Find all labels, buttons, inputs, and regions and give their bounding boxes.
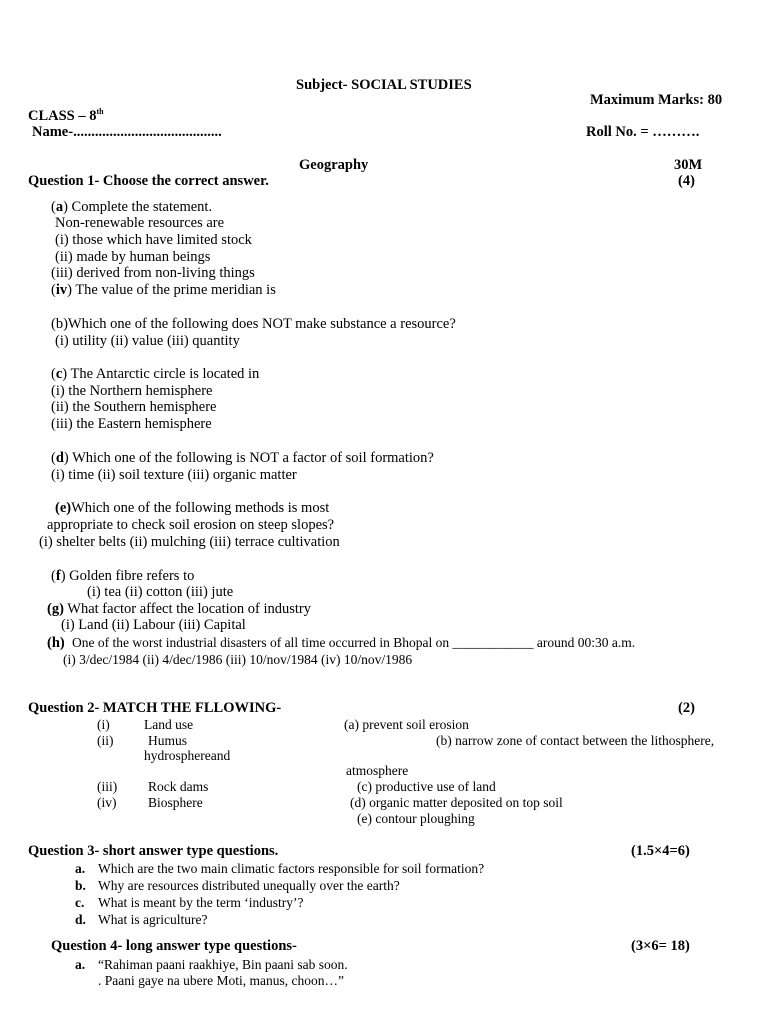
- q4-quote-line: “Rahiman paani raakhiye, Bin paani sab soon.: [98, 957, 348, 972]
- q2-row-match: (d) organic matter deposited on top soil: [350, 795, 563, 810]
- q2-row-match: (b) narrow zone of contact between the lithosphere,: [436, 733, 715, 748]
- q1-e-question: (e)Which one of the following methods is most: [55, 500, 330, 516]
- q1-g-question: (g) What factor affect the location of industry: [47, 601, 312, 617]
- q1-b-options: (i) utility (ii) value (iii) quantity: [55, 333, 240, 349]
- q3-heading: Question 3- short answer type questions.: [28, 843, 279, 859]
- q1-a-stem: Non-renewable resources are: [55, 215, 225, 231]
- q2-extra-option: (e) contour ploughing: [357, 811, 475, 826]
- q1-iv-line: (iv) The value of the prime meridian is: [51, 282, 276, 298]
- q1-a-option: (i) those which have limited stock: [55, 232, 252, 248]
- q1-f-question: (f) Golden fibre refers to: [51, 568, 195, 584]
- q1-h-options: (i) 3/dec/1984 (ii) 4/dec/1986 (iii) 10/nov/1984 (iv) 10/nov/1986: [63, 652, 413, 667]
- q1-a-line: (a) Complete the statement.: [51, 199, 213, 215]
- q1-c-option: (iii) the Eastern hemisphere: [51, 416, 212, 432]
- q1-a-option: (ii) made by human beings: [55, 249, 211, 265]
- q3-item-marker: c.: [75, 895, 85, 910]
- name-field: Name-.........................................: [32, 124, 222, 140]
- q2-wrap-text: hydrosphereand: [144, 748, 231, 763]
- q2-row-num: (i): [97, 717, 110, 732]
- q1-e-question-cont: appropriate to check soil erosion on steep slopes?: [47, 517, 335, 533]
- q1-f-options: (i) tea (ii) cotton (iii) jute: [87, 584, 234, 600]
- q2-row-term: Humus: [148, 733, 188, 748]
- q2-wrap-text: atmosphere: [346, 763, 409, 778]
- class-label: CLASS – 8th: [28, 107, 104, 124]
- q3-item-marker: d.: [75, 912, 86, 927]
- q3-marks: (1.5×4=6): [631, 843, 690, 859]
- q3-item: Why are resources distributed unequally over the earth?: [98, 878, 400, 893]
- q2-heading: Question 2- MATCH THE FLLOWING-: [28, 700, 282, 716]
- q3-item-marker: a.: [75, 861, 86, 876]
- maximum-marks: Maximum Marks: 80: [590, 92, 723, 108]
- q2-row-num: (ii): [97, 733, 114, 748]
- q2-row-num: (iv): [97, 795, 117, 810]
- section-title: Geography: [299, 157, 369, 173]
- section-marks: 30M: [674, 157, 703, 173]
- q1-heading: Question 1- Choose the correct answer.: [28, 173, 269, 189]
- q1-c-option: (i) the Northern hemisphere: [51, 383, 213, 399]
- q1-a-option: (iii) derived from non-living things: [51, 265, 255, 281]
- q1-e-options: (i) shelter belts (ii) mulching (iii) terrace cultivation: [39, 534, 340, 550]
- q1-marks: (4): [678, 173, 695, 189]
- q3-item: Which are the two main climatic factors responsible for soil formation?: [98, 861, 485, 876]
- q1-d-options: (i) time (ii) soil texture (iii) organic matter: [51, 467, 297, 483]
- q2-row-term: Biosphere: [148, 795, 203, 810]
- q2-row-num: (iii): [97, 779, 118, 794]
- q1-c-question: (c) The Antarctic circle is located in: [51, 366, 260, 382]
- q4-item-marker: a.: [75, 957, 86, 972]
- q4-marks: (3×6= 18): [631, 938, 690, 954]
- q1-g-options: (i) Land (ii) Labour (iii) Capital: [61, 617, 246, 633]
- roll-number-field: Roll No. = ……….: [586, 124, 700, 140]
- q1-c-option: (ii) the Southern hemisphere: [51, 399, 217, 415]
- q1-d-question: (d) Which one of the following is NOT a factor of soil formation?: [51, 450, 434, 466]
- q1-h-question: (h) One of the worst industrial disasters of all time occurred in Bhopal on ____________ around 00:30 a.m.: [47, 635, 636, 651]
- q2-row-match: (a) prevent soil erosion: [344, 717, 469, 732]
- q4-quote-line: . Paani gaye na ubere Moti, manus, choon…”: [98, 973, 344, 988]
- q4-heading: Question 4- long answer type questions-: [51, 938, 297, 954]
- q2-row-term: Land use: [144, 717, 194, 732]
- q3-item: What is meant by the term ‘industry’?: [98, 895, 304, 910]
- q2-row-term: Rock dams: [148, 779, 209, 794]
- q1-b-question: (b)Which one of the following does NOT make substance a resource?: [51, 316, 456, 332]
- subject-title: Subject- SOCIAL STUDIES: [296, 77, 472, 93]
- q3-item-marker: b.: [75, 878, 86, 893]
- q2-row-match: (c) productive use of land: [357, 779, 496, 794]
- q3-item: What is agriculture?: [98, 912, 208, 927]
- q2-marks: (2): [678, 700, 695, 716]
